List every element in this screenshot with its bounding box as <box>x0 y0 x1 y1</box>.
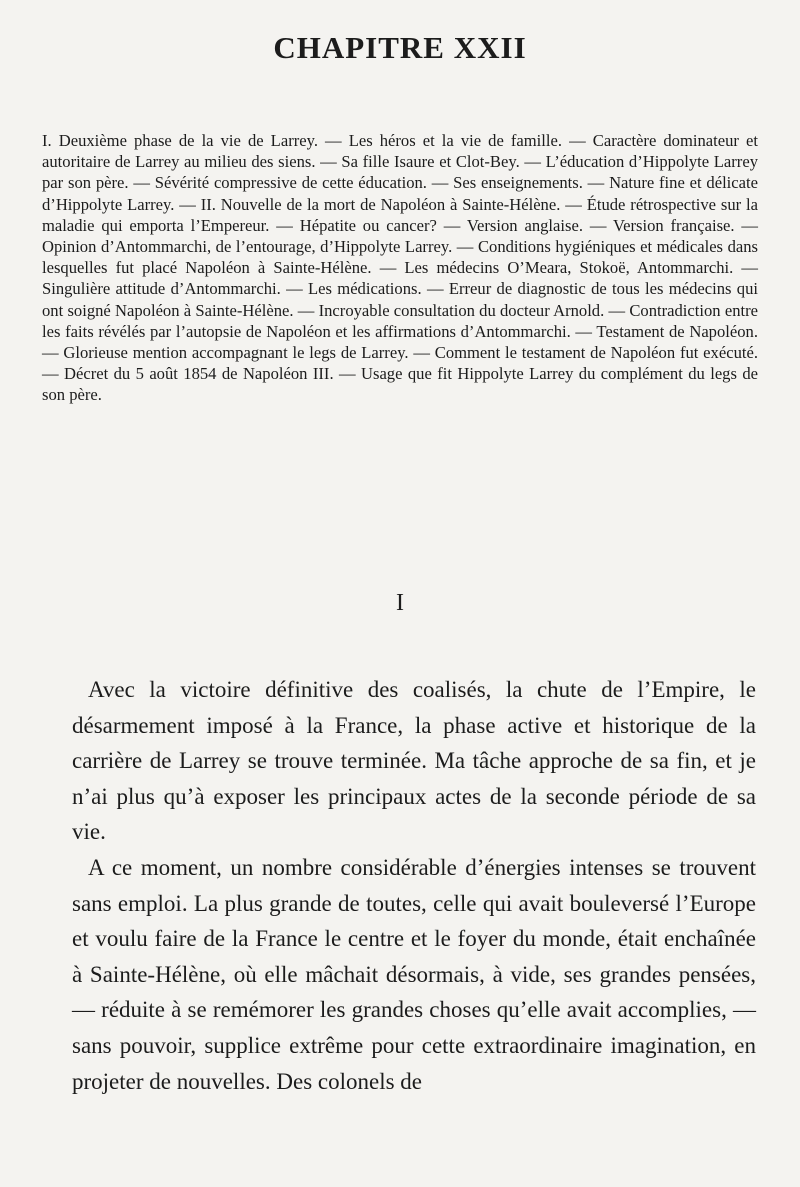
section-number: I <box>396 590 404 616</box>
chapter-title: CHAPITRE XXII <box>273 30 527 65</box>
paragraph: A ce moment, un nombre considérable d’énergies intenses se trouvent sans emploi. La plus grande de toutes, celle qui avait bouleversé l’Europe et voulu faire de la France le centre et le foyer du monde, était enchaînée à Sainte-Hélène, où elle mâchait désormais, à vide, ses grandes pensées, — réduite à se remémorer les grandes choses qu’elle avait accomplies, — sans pouvoir, supplice extrême pour cette extraordinaire imagination, en projeter de nouvelles. Des colonels de <box>72 854 756 1094</box>
chapter-summary: I. Deuxième phase de la vie de Larrey. — Les héros et la vie de famille. — Caractère dominateur et autoritaire de Larrey au milieu des siens. — Sa fille Isaure et Clot-Bey. — L’éducation d’Hippolyte Larrey par son père. — Sévérité compressive de cette éducation. — Ses enseignements. — Nature fine et délicate d’Hippolyte Larrey. — II. Nouvelle de la mort de Napoléon à Sainte-Hélène. — Étude rétrospective sur la maladie qui emporta l’Empereur. — Hépatite ou cancer? — Version anglaise. — Version française. — Opinion d’Antommarchi, de l’entourage, d’Hippolyte Larrey. — Conditions hygiéniques et médicales dans lesquelles fut placé Napoléon à Sainte-Hélène. — Les médecins O’Meara, Stokoë, Antommarchi. — Singulière attitude d’Antommarchi. — Les médications. — Erreur de diagnostic de tous les médecins qui ont soigné Napoléon à Sainte-Hélène. — Incroyable consultation du docteur Arnold. — Contradiction entre les faits révélés par l’autopsie de Napoléon et les affirmations d’Antommarchi. — Testament de Napoléon. — Glorieuse mention accompagnant le legs de Larrey. — Comment le testament de Napoléon fut exécuté. — Décret du 5 août 1854 de Napoléon III. — Usage que fit Hippolyte Larrey du complément du legs de son père. <box>42 131 758 405</box>
paragraph: Avec la victoire définitive des coalisés, la chute de l’Empire, le désarmement imposé à la France, la phase active et historique de la carrière de Larrey se trouve terminée. Ma tâche approche de sa fin, et je n’ai plus qu’à exposer les principaux actes de la seconde période de sa vie. <box>72 677 756 845</box>
body-text <box>72 672 756 1099</box>
